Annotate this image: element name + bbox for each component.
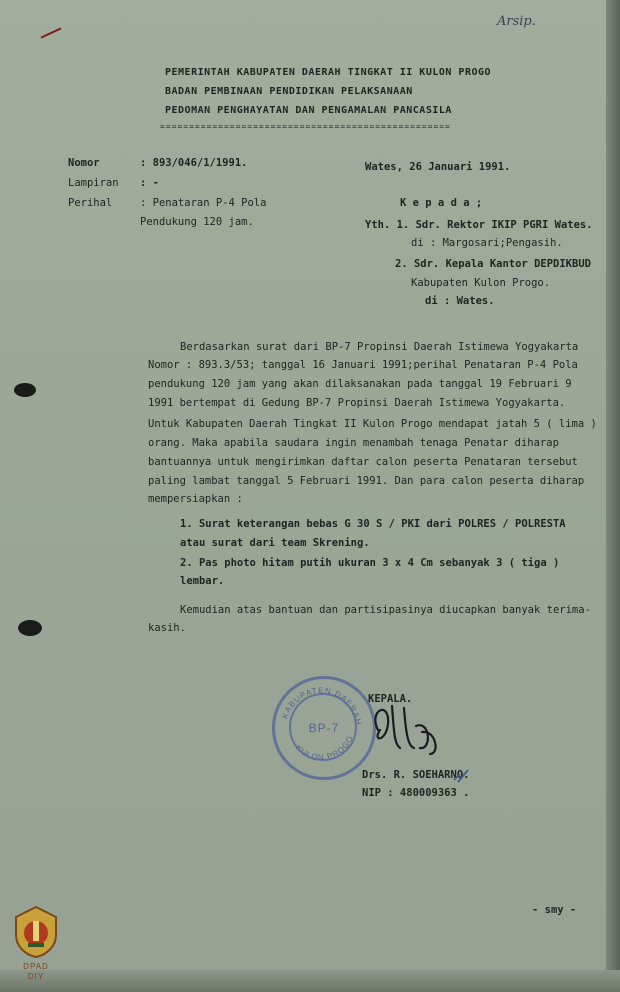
ink-check-mark <box>452 766 472 786</box>
body-line: 1991 bertempat di Gedung BP-7 Propinsi Daerah Istimewa Yogyakarta. <box>148 397 566 409</box>
list-item: atau surat dari team Skrening. <box>180 537 370 549</box>
signature-title: KEPALA. <box>368 693 413 705</box>
signatory-name: Drs. R. SOEHARNO. <box>362 769 470 781</box>
perihal-value-2: Pendukung 120 jam. <box>140 216 254 228</box>
svg-text:KABUPATEN DAERAH <box>280 686 363 726</box>
nomor-label: Nomor <box>68 157 100 169</box>
list-item: lembar. <box>180 575 225 587</box>
kepada-label: K e p a d a ; <box>400 197 483 209</box>
body-line: Untuk Kabupaten Daerah Tingkat II Kulon Progo mendapat jatah 5 ( lima ) <box>148 418 597 430</box>
nomor-value: : 893/046/1/1991. <box>140 157 248 169</box>
stamp-ring-text <box>272 676 370 774</box>
closing-line-1: Kemudian atas bantuan dan partisipasinya diucapkan banyak terima- <box>180 604 591 616</box>
list-item: 1. Surat keterangan bebas G 30 S / PKI dari POLRES / POLRESTA <box>180 518 566 530</box>
body-line: paling lambat tanggal 5 Februari 1991. Dan para calon peserta diharap <box>148 475 585 487</box>
body-line: bantuannya untuk mengirimkan daftar calon peserta Penataran tersebut <box>148 456 578 468</box>
archive-logo-line-1: DPAD <box>23 962 49 971</box>
signatory-nip: NIP : 480009363 . <box>362 787 470 799</box>
stamp-center-text: BP-7 <box>308 721 340 735</box>
archive-logo-line-2: DIY <box>27 972 45 981</box>
handwritten-signature <box>360 690 450 760</box>
header-line-3: PEDOMAN PENGHAYATAN DAN PENGAMALAN PANCASILA <box>165 105 452 116</box>
stamp-top-text: KABUPATEN DAERAH <box>280 685 364 727</box>
body-line: pendukung 120 jam yang akan dilaksanakan pada tanggal 19 Februari 9 <box>148 378 572 390</box>
letter-date: Wates, 26 Januari 1991. <box>365 161 511 173</box>
perihal-label: Perihal <box>68 197 113 209</box>
punch-hole-bottom <box>18 620 42 636</box>
recipient-line-4: Kabupaten Kulon Progo. <box>411 277 551 289</box>
header-line-2: BADAN PEMBINAAN PENDIDIKAN PELAKSANAAN <box>165 86 413 97</box>
recipient-line-2: di : Margosari;Pengasih. <box>411 237 563 249</box>
archive-logo-text <box>16 962 56 982</box>
punch-hole-top <box>14 383 36 397</box>
recipient-line-5: di : Wates. <box>425 295 495 307</box>
body-line: Nomor : 893.3/53; tanggal 16 Januari 1991;perihal Penataran P-4 Pola <box>148 359 578 371</box>
closing-line-2: kasih. <box>148 622 186 634</box>
stamp-bottom-text: KULON PROGO <box>293 733 356 762</box>
lampiran-value: : - <box>140 177 159 189</box>
archive-logo-icon <box>12 905 60 959</box>
list-item: 2. Pas photo hitam putih ukuran 3 x 4 Cm sebanyak 3 ( tiga ) <box>180 557 560 569</box>
body-line: mempersiapkan : <box>148 493 243 505</box>
body-line: orang. Maka apabila saudara ingin menambah tenaga Penatar diharap <box>148 437 559 449</box>
recipient-line-1: Yth. 1. Sdr. Rektor IKIP PGRI Wates. <box>365 219 593 231</box>
lampiran-label: Lampiran <box>68 177 119 189</box>
handwritten-note: Arsip. <box>497 14 536 29</box>
header-rule: ================================================== <box>160 122 451 131</box>
perihal-value-1: : Penataran P-4 Pola <box>140 197 267 209</box>
page-bottom-fold <box>0 970 620 992</box>
body-line: Berdasarkan surat dari BP-7 Propinsi Daerah Istimewa Yogyakarta <box>180 341 579 353</box>
typist-initials: - smy - <box>532 904 577 916</box>
page-edge-shadow <box>606 0 620 992</box>
header-line-1: PEMERINTAH KABUPATEN DAERAH TINGKAT II KULON PROGO <box>165 67 492 78</box>
recipient-line-3: 2. Sdr. Kepala Kantor DEPDIKBUD <box>395 258 591 270</box>
svg-text:KULON PROGO <box>294 734 355 762</box>
